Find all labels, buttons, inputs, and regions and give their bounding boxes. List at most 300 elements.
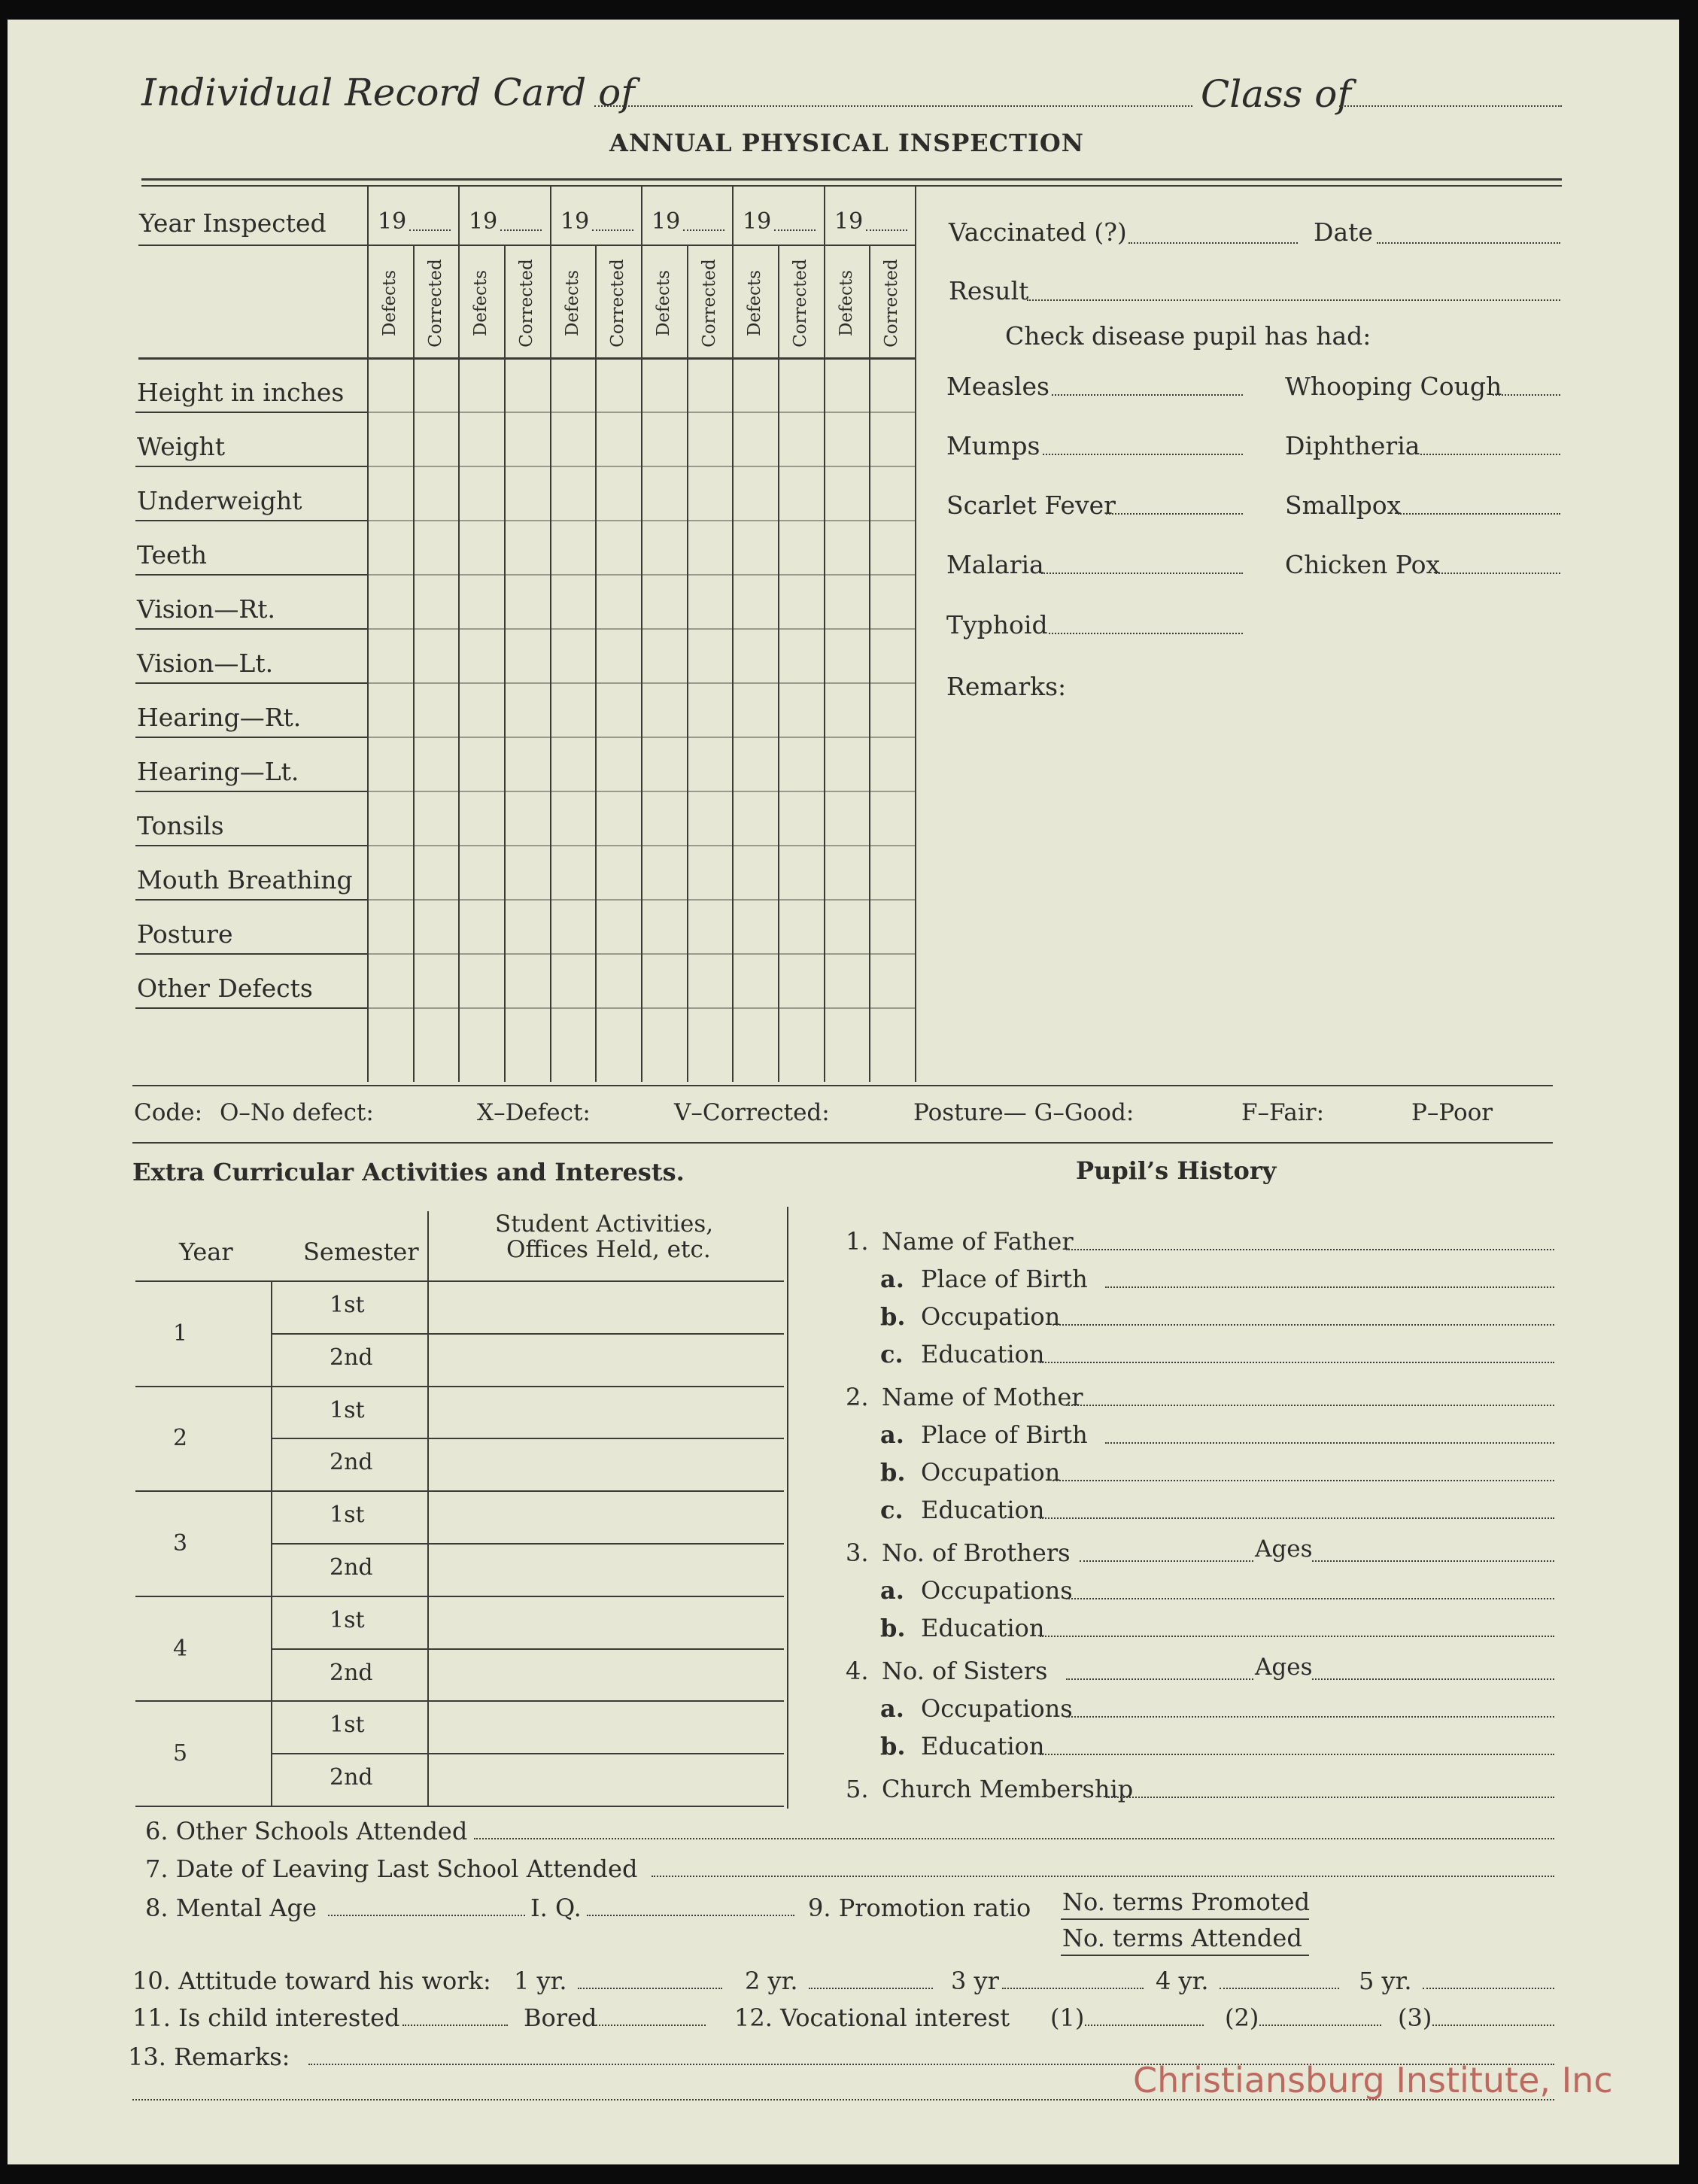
attitude-year-label: 4 yr. <box>1156 1967 1209 1995</box>
header-rule-2 <box>141 185 1562 187</box>
inspection-cell[interactable] <box>734 684 777 736</box>
inspection-cell[interactable] <box>870 792 914 844</box>
inspection-cell[interactable] <box>369 413 412 465</box>
inspection-cell[interactable] <box>870 467 914 519</box>
inspection-cell[interactable] <box>506 684 549 736</box>
disease-check-line[interactable] <box>1435 573 1560 574</box>
inspection-cell[interactable] <box>688 846 732 898</box>
attitude-input-line[interactable] <box>578 1988 722 1989</box>
history-item-label: Place of Birth <box>921 1420 1088 1449</box>
inspection-cell[interactable] <box>734 630 777 682</box>
history-input-line[interactable] <box>1066 1678 1253 1680</box>
vocational-label: 12. Vocational interest <box>734 2003 1010 2032</box>
inspection-cell[interactable] <box>779 467 823 519</box>
inspection-cell[interactable] <box>506 738 549 790</box>
code-rule-bottom <box>132 1142 1553 1144</box>
inspection-cell[interactable] <box>688 521 732 573</box>
inspection-cell[interactable] <box>369 955 412 1007</box>
semester-label: 2nd <box>330 1449 373 1475</box>
inspection-cell[interactable] <box>415 738 458 790</box>
inspection-cell[interactable] <box>642 413 686 465</box>
inspection-cell[interactable] <box>460 846 503 898</box>
inspection-cell[interactable] <box>825 846 869 898</box>
history-item-number: 4. <box>846 1657 869 1685</box>
defects-col-header <box>375 251 405 356</box>
history-input-line[interactable] <box>1040 1636 1555 1637</box>
inspection-cell[interactable] <box>551 359 595 411</box>
defects-col-header <box>557 251 588 356</box>
history-input-line[interactable] <box>1066 1405 1554 1406</box>
disease-label: Diphtheria <box>1285 431 1420 460</box>
inspection-cell[interactable] <box>551 521 595 573</box>
inspection-cell[interactable] <box>825 521 869 573</box>
inspection-cell[interactable] <box>415 413 458 465</box>
inspection-cell[interactable] <box>460 738 503 790</box>
inspection-cell[interactable] <box>551 413 595 465</box>
inspection-cell[interactable] <box>642 955 686 1007</box>
history-input-line[interactable] <box>1040 1754 1555 1755</box>
inspection-cell[interactable] <box>415 521 458 573</box>
ages-label: Ages <box>1255 1535 1313 1563</box>
activity-entry-cell[interactable] <box>430 1439 781 1489</box>
inspection-cell[interactable] <box>415 467 458 519</box>
inspection-cell[interactable] <box>870 684 914 736</box>
inspection-cell[interactable] <box>597 955 640 1007</box>
disease-label: Smallpox <box>1285 491 1402 520</box>
inspection-cell[interactable] <box>597 576 640 627</box>
disease-check-line[interactable] <box>1420 454 1560 455</box>
history-item-label: Education <box>921 1732 1045 1760</box>
grid-row-rule <box>367 899 915 901</box>
inspection-cell[interactable] <box>597 467 640 519</box>
inspection-cell[interactable] <box>642 630 686 682</box>
history-item-number: 2. <box>846 1383 869 1411</box>
year-input-line[interactable] <box>500 229 542 231</box>
attitude-label: 10. Attitude toward his work: <box>132 1967 491 1995</box>
inspection-cell[interactable] <box>597 901 640 952</box>
disease-check-line[interactable] <box>1043 454 1243 455</box>
ages-input-line[interactable] <box>1312 1560 1554 1562</box>
activity-entry-cell[interactable] <box>430 1335 781 1384</box>
history-item-label: Education <box>921 1614 1045 1642</box>
class-label: Class of <box>1201 72 1351 116</box>
inspection-cell[interactable] <box>551 901 595 952</box>
activity-year: 2 <box>173 1425 188 1451</box>
inspection-cell[interactable] <box>460 467 503 519</box>
activity-entry-cell[interactable] <box>430 1702 781 1751</box>
inspection-cell[interactable] <box>642 792 686 844</box>
inspection-cell[interactable] <box>870 901 914 952</box>
row-label-rule <box>135 682 367 684</box>
inspection-cell[interactable] <box>688 359 732 411</box>
mental-age-line[interactable] <box>328 1915 525 1916</box>
row-label-rule <box>135 520 367 521</box>
mental-age-label: 8. Mental Age <box>145 1894 317 1922</box>
iq-line[interactable] <box>587 1915 794 1916</box>
grid-row-rule <box>367 466 915 467</box>
activity-entry-cell[interactable] <box>430 1387 781 1437</box>
inspection-cell[interactable] <box>415 359 458 411</box>
vaccinated-label: Vaccinated (?) <box>949 217 1127 247</box>
inspection-cell[interactable] <box>460 413 503 465</box>
inspection-cell[interactable] <box>597 630 640 682</box>
inspection-cell[interactable] <box>369 359 412 411</box>
year-input-line[interactable] <box>409 229 451 231</box>
history-item-number: b. <box>880 1614 906 1642</box>
inspection-cell[interactable] <box>506 359 549 411</box>
inspection-cell[interactable] <box>506 901 549 952</box>
disease-check-line[interactable] <box>1493 394 1560 396</box>
inspection-cell[interactable] <box>779 359 823 411</box>
history-input-line[interactable] <box>1053 1480 1554 1481</box>
inspection-cell[interactable] <box>506 467 549 519</box>
inspection-cell[interactable] <box>415 792 458 844</box>
history-input-line[interactable] <box>1105 1442 1554 1444</box>
activity-entry-cell[interactable] <box>430 1650 781 1700</box>
ages-label: Ages <box>1255 1654 1313 1681</box>
inspection-cell[interactable] <box>597 846 640 898</box>
inspection-cell[interactable] <box>369 901 412 952</box>
activities-title: Extra Curricular Activities and Interests. <box>132 1158 685 1186</box>
inspection-cell[interactable] <box>779 684 823 736</box>
disease-check-line[interactable] <box>1106 513 1243 515</box>
inspection-cell[interactable] <box>779 846 823 898</box>
corrected-col-header <box>694 251 724 356</box>
history-item-label: Occupation <box>921 1302 1061 1331</box>
row-label-rule <box>135 953 367 955</box>
year-input-line[interactable] <box>592 229 633 231</box>
student-name-line[interactable] <box>594 105 1192 107</box>
vocational-input-line[interactable] <box>1085 2025 1204 2026</box>
inspection-cell[interactable] <box>642 576 686 627</box>
inspection-row-label: Tonsils <box>137 811 224 840</box>
inspection-cell[interactable] <box>369 846 412 898</box>
semester-col-header: Semester <box>303 1238 419 1266</box>
history-input-line[interactable] <box>1105 1286 1554 1288</box>
inspection-cell[interactable] <box>734 359 777 411</box>
history-input-line[interactable] <box>1080 1560 1254 1562</box>
inspection-cell[interactable] <box>642 901 686 952</box>
row-label-rule <box>135 574 367 576</box>
activity-entry-cell[interactable] <box>430 1282 781 1332</box>
inspection-cell[interactable] <box>825 467 869 519</box>
code-item: Posture— G–Good: <box>913 1099 1135 1126</box>
history-item-number: b. <box>880 1458 906 1487</box>
activity-entry-cell[interactable] <box>430 1597 781 1647</box>
history-input-line[interactable] <box>1066 1716 1555 1718</box>
row-label-rule <box>135 628 367 630</box>
inspection-cell[interactable] <box>642 467 686 519</box>
history-item-label: Education <box>921 1340 1045 1368</box>
inspection-cell[interactable] <box>415 846 458 898</box>
inspection-cell[interactable] <box>870 846 914 898</box>
inspection-cell[interactable] <box>642 359 686 411</box>
inspection-cell[interactable] <box>734 413 777 465</box>
inspection-cell[interactable] <box>369 738 412 790</box>
attitude-year-label: 3 yr <box>951 1967 999 1995</box>
inspection-cell[interactable] <box>734 521 777 573</box>
history-item-number: 1. <box>846 1227 869 1256</box>
date-leaving-line[interactable] <box>652 1876 1554 1877</box>
inspection-cell[interactable] <box>460 576 503 627</box>
inspection-cell[interactable] <box>688 792 732 844</box>
history-item-number: 3. <box>846 1539 869 1567</box>
inspection-cell[interactable] <box>460 792 503 844</box>
history-item-number: c. <box>880 1496 904 1524</box>
inspection-cell[interactable] <box>415 955 458 1007</box>
inspection-cell[interactable] <box>734 467 777 519</box>
inspection-cell[interactable] <box>415 630 458 682</box>
history-input-line[interactable] <box>1066 1249 1554 1250</box>
inspection-cell[interactable] <box>734 576 777 627</box>
semester-label: 1st <box>330 1502 365 1528</box>
inspection-row-label: Height in inches <box>137 378 345 407</box>
inspection-cell[interactable] <box>688 684 732 736</box>
inspection-cell[interactable] <box>597 413 640 465</box>
activity-year: 3 <box>173 1530 188 1557</box>
inspection-row-label: Hearing—Lt. <box>137 757 299 786</box>
history-divider <box>787 1207 788 1809</box>
row-label-rule <box>135 466 367 467</box>
disease-label: Whooping Cough <box>1285 372 1502 401</box>
inspection-cell[interactable] <box>551 846 595 898</box>
inspection-cell[interactable] <box>870 955 914 1007</box>
inspection-cell[interactable] <box>825 684 869 736</box>
inspection-cell[interactable] <box>506 576 549 627</box>
inspection-cell[interactable] <box>870 521 914 573</box>
other-schools-label: 6. Other Schools Attended <box>145 1817 468 1845</box>
corrected-col-header <box>876 251 907 356</box>
vocational-input-line[interactable] <box>1432 2025 1554 2026</box>
terms-attended-underline <box>1061 1955 1309 1956</box>
inspection-cell[interactable] <box>870 359 914 411</box>
disease-check-line[interactable] <box>1049 633 1243 634</box>
inspection-cell[interactable] <box>551 467 595 519</box>
grid-row-rule <box>367 412 915 413</box>
inspection-cell[interactable] <box>642 684 686 736</box>
attitude-input-line[interactable] <box>1002 1988 1144 1989</box>
result-line[interactable] <box>1027 299 1560 301</box>
inspection-cell[interactable] <box>688 901 732 952</box>
inspection-cell[interactable] <box>825 359 869 411</box>
inspection-cell[interactable] <box>642 521 686 573</box>
attitude-input-line[interactable] <box>1423 1988 1554 1989</box>
inspection-cell[interactable] <box>688 413 732 465</box>
year-input-line[interactable] <box>866 229 907 231</box>
inspection-cell[interactable] <box>734 792 777 844</box>
inspection-cell[interactable] <box>460 901 503 952</box>
other-schools-line[interactable] <box>474 1838 1554 1839</box>
inspection-cell[interactable] <box>825 955 869 1007</box>
inspection-cell[interactable] <box>415 901 458 952</box>
inspection-cell[interactable] <box>551 576 595 627</box>
inspection-cell[interactable] <box>870 738 914 790</box>
inspection-cell[interactable] <box>779 630 823 682</box>
vaccinated-line[interactable] <box>1128 242 1298 244</box>
inspection-cell[interactable] <box>551 738 595 790</box>
inspection-cell[interactable] <box>870 630 914 682</box>
vocational-input-line[interactable] <box>1259 2025 1381 2026</box>
inspection-cell[interactable] <box>825 630 869 682</box>
history-item-number: b. <box>880 1732 906 1760</box>
ages-input-line[interactable] <box>1312 1678 1554 1680</box>
inspection-cell[interactable] <box>369 792 412 844</box>
activity-year: 5 <box>173 1740 188 1766</box>
year-prefix: 19 <box>743 208 772 235</box>
inspection-cell[interactable] <box>460 630 503 682</box>
inspection-cell[interactable] <box>369 467 412 519</box>
inspection-cell[interactable] <box>870 576 914 627</box>
bored-line[interactable] <box>596 2025 706 2026</box>
inspection-cell[interactable] <box>597 792 640 844</box>
inspection-cell[interactable] <box>870 413 914 465</box>
year-input-line[interactable] <box>683 229 724 231</box>
inspection-cell[interactable] <box>688 955 732 1007</box>
inspection-cell[interactable] <box>551 955 595 1007</box>
history-input-line[interactable] <box>1040 1517 1555 1519</box>
activities-col-header-2: Offices Held, etc. <box>506 1236 711 1263</box>
inspection-cell[interactable] <box>825 738 869 790</box>
inspection-cell[interactable] <box>779 521 823 573</box>
inspection-cell[interactable] <box>369 630 412 682</box>
inspection-cell[interactable] <box>506 792 549 844</box>
inspection-cell[interactable] <box>551 630 595 682</box>
inspection-cell[interactable] <box>506 521 549 573</box>
attitude-input-line[interactable] <box>1220 1988 1339 1989</box>
code-rule-top <box>132 1085 1553 1086</box>
inspection-cell[interactable] <box>779 792 823 844</box>
check-disease-label: Check disease pupil has had: <box>1005 321 1371 351</box>
col-label-text: Defects <box>563 269 583 337</box>
activity-year: 1 <box>173 1320 188 1347</box>
grid-row-rule <box>367 682 915 684</box>
history-item-label: Occupations <box>921 1694 1073 1723</box>
col-label-text: Defects <box>380 269 400 337</box>
disease-check-line[interactable] <box>1398 513 1560 515</box>
inspection-cell[interactable] <box>460 359 503 411</box>
inspection-cell[interactable] <box>734 901 777 952</box>
disease-check-line[interactable] <box>1052 394 1243 396</box>
grid-row-rule <box>367 1007 915 1009</box>
inspection-cell[interactable] <box>825 576 869 627</box>
col-label-text: Corrected <box>608 259 628 348</box>
interested-line[interactable] <box>402 2025 508 2026</box>
history-input-line[interactable] <box>1053 1324 1554 1326</box>
inspection-cell[interactable] <box>597 359 640 411</box>
code-item: X–Defect: <box>477 1099 591 1126</box>
inspection-cell[interactable] <box>597 738 640 790</box>
class-year-line[interactable] <box>1339 105 1562 107</box>
disease-label: Typhoid <box>946 610 1048 639</box>
result-label: Result <box>949 276 1029 305</box>
inspection-cell[interactable] <box>642 846 686 898</box>
defects-col-header <box>649 251 679 356</box>
activity-entry-cell[interactable] <box>430 1754 781 1804</box>
history-input-line[interactable] <box>1066 1598 1555 1599</box>
inspection-cell[interactable] <box>688 467 732 519</box>
history-item-number: a. <box>880 1420 904 1449</box>
inspection-cell[interactable] <box>506 955 549 1007</box>
inspection-cell[interactable] <box>825 792 869 844</box>
inspection-cell[interactable] <box>779 576 823 627</box>
date-line[interactable] <box>1377 242 1560 244</box>
inspection-cell[interactable] <box>597 684 640 736</box>
year-inspected-label: Year Inspected <box>139 208 327 238</box>
col-label-text: Corrected <box>882 259 902 348</box>
interested-label: 11. Is child interested <box>132 2003 400 2032</box>
inspection-cell[interactable] <box>779 413 823 465</box>
history-input-line[interactable] <box>1106 1797 1555 1798</box>
history-item-label: Occupation <box>921 1458 1061 1487</box>
inspection-cell[interactable] <box>734 955 777 1007</box>
attitude-year-label: 5 yr. <box>1359 1967 1412 1995</box>
inspection-cell[interactable] <box>597 521 640 573</box>
inspection-cell[interactable] <box>415 684 458 736</box>
year-input-line[interactable] <box>774 229 816 231</box>
col-label-text: Defects <box>471 269 491 337</box>
inspection-cell[interactable] <box>551 684 595 736</box>
inspection-cell[interactable] <box>734 846 777 898</box>
inspection-cell[interactable] <box>779 955 823 1007</box>
history-item-label: Name of Mother <box>882 1383 1083 1411</box>
row-label-rule <box>135 845 367 846</box>
inspection-cell[interactable] <box>415 576 458 627</box>
grid-row-rule <box>367 791 915 792</box>
activity-entry-cell[interactable] <box>430 1545 781 1594</box>
history-title: Pupil’s History <box>1076 1156 1277 1185</box>
inspection-cell[interactable] <box>734 738 777 790</box>
col-label-text: Corrected <box>426 259 446 348</box>
row-label-rule <box>135 791 367 792</box>
corrected-col-header <box>603 251 633 356</box>
inspection-cell[interactable] <box>779 738 823 790</box>
activities-col-header-1: Student Activities, <box>495 1210 714 1238</box>
inspection-cell[interactable] <box>688 630 732 682</box>
inspection-cell[interactable] <box>825 413 869 465</box>
inspection-cell[interactable] <box>506 846 549 898</box>
attitude-input-line[interactable] <box>809 1988 933 1989</box>
history-item-number: b. <box>880 1302 906 1331</box>
disease-label: Mumps <box>946 431 1040 460</box>
defects-col-header <box>831 251 861 356</box>
year-prefix: 19 <box>652 208 681 235</box>
inspection-cell[interactable] <box>642 738 686 790</box>
inspection-cell[interactable] <box>460 521 503 573</box>
inspection-cell[interactable] <box>460 955 503 1007</box>
inspection-cell[interactable] <box>779 901 823 952</box>
history-input-line[interactable] <box>1040 1362 1555 1363</box>
inspection-cell[interactable] <box>506 630 549 682</box>
inspection-cell[interactable] <box>688 576 732 627</box>
terms-promoted: No. terms Promoted <box>1062 1888 1311 1916</box>
col-label-text: Corrected <box>791 259 811 348</box>
inspection-cell[interactable] <box>369 521 412 573</box>
inspection-cell[interactable] <box>369 576 412 627</box>
inspection-cell[interactable] <box>506 413 549 465</box>
history-item-label: Education <box>921 1496 1045 1524</box>
promotion-label: 9. Promotion ratio <box>808 1894 1031 1922</box>
inspection-cell[interactable] <box>825 901 869 952</box>
history-item-number: a. <box>880 1265 904 1293</box>
disease-check-line[interactable] <box>1041 573 1243 574</box>
inspection-cell[interactable] <box>688 738 732 790</box>
vocational-option-label: (3) <box>1398 2003 1432 2032</box>
inspection-cell[interactable] <box>369 684 412 736</box>
inspection-cell[interactable] <box>460 684 503 736</box>
activity-entry-cell[interactable] <box>430 1492 781 1542</box>
inspection-cell[interactable] <box>551 792 595 844</box>
history-item-label: No. of Brothers <box>882 1539 1071 1567</box>
